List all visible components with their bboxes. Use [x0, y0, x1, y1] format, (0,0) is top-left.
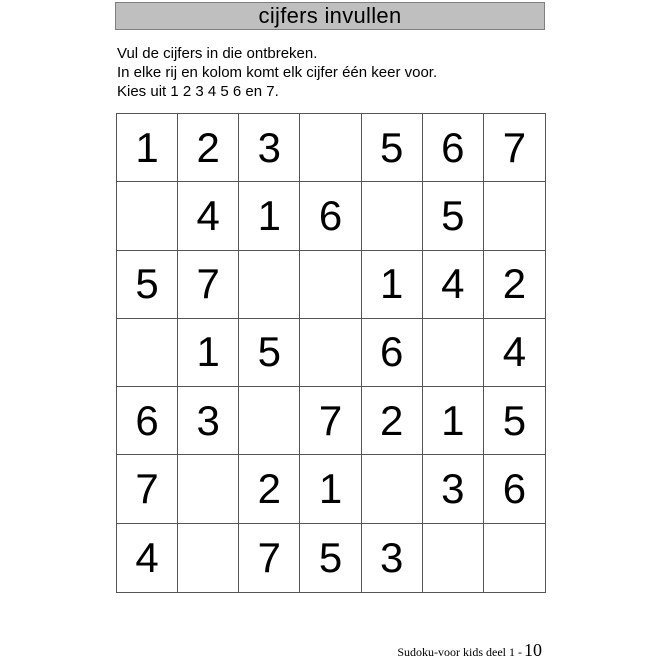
empty-cell[interactable]	[300, 251, 361, 319]
given-cell: 7	[300, 387, 361, 455]
given-cell: 7	[178, 251, 239, 319]
given-cell: 4	[423, 251, 484, 319]
instruction-line-3: Kies uit 1 2 3 4 5 6 en 7.	[117, 83, 279, 100]
book-label: Sudoku-voor kids deel 1 -	[397, 645, 522, 659]
page-number: 10	[524, 640, 542, 660]
empty-cell[interactable]	[178, 524, 239, 592]
given-cell: 6	[423, 114, 484, 182]
given-cell: 7	[239, 524, 300, 592]
given-cell: 1	[300, 455, 361, 523]
empty-cell[interactable]	[239, 387, 300, 455]
given-cell: 1	[178, 319, 239, 387]
sudoku-grid	[116, 113, 546, 593]
empty-cell[interactable]	[300, 114, 361, 182]
empty-cell[interactable]	[423, 319, 484, 387]
given-cell: 7	[117, 455, 178, 523]
given-cell: 4	[117, 524, 178, 592]
given-cell: 3	[178, 387, 239, 455]
empty-cell[interactable]	[239, 251, 300, 319]
given-cell: 6	[117, 387, 178, 455]
given-cell: 3	[239, 114, 300, 182]
page-title: cijfers invullen	[258, 3, 402, 28]
empty-cell[interactable]	[178, 455, 239, 523]
empty-cell[interactable]	[362, 182, 423, 250]
given-cell: 5	[300, 524, 361, 592]
given-cell: 5	[117, 251, 178, 319]
empty-cell[interactable]	[117, 319, 178, 387]
empty-cell[interactable]	[423, 524, 484, 592]
instruction-line-2: In elke rij en kolom komt elk cijfer één keer voor.	[117, 64, 438, 81]
given-cell: 2	[484, 251, 545, 319]
given-cell: 1	[239, 182, 300, 250]
given-cell: 7	[484, 114, 545, 182]
instruction-line-1: Vul de cijfers in die ontbreken.	[117, 45, 318, 62]
given-cell: 4	[178, 182, 239, 250]
given-cell: 6	[484, 455, 545, 523]
given-cell: 5	[484, 387, 545, 455]
given-cell: 2	[178, 114, 239, 182]
instructions	[117, 44, 557, 101]
given-cell: 5	[362, 114, 423, 182]
given-cell: 5	[423, 182, 484, 250]
page-title-bar	[115, 2, 545, 30]
empty-cell[interactable]	[300, 319, 361, 387]
empty-cell[interactable]	[484, 524, 545, 592]
given-cell: 3	[362, 524, 423, 592]
given-cell: 4	[484, 319, 545, 387]
given-cell: 1	[117, 114, 178, 182]
given-cell: 1	[362, 251, 423, 319]
given-cell: 6	[362, 319, 423, 387]
given-cell: 1	[423, 387, 484, 455]
given-cell: 3	[423, 455, 484, 523]
given-cell: 2	[362, 387, 423, 455]
page-footer	[397, 640, 542, 661]
given-cell: 5	[239, 319, 300, 387]
given-cell: 2	[239, 455, 300, 523]
empty-cell[interactable]	[362, 455, 423, 523]
empty-cell[interactable]	[117, 182, 178, 250]
empty-cell[interactable]	[484, 182, 545, 250]
given-cell: 6	[300, 182, 361, 250]
